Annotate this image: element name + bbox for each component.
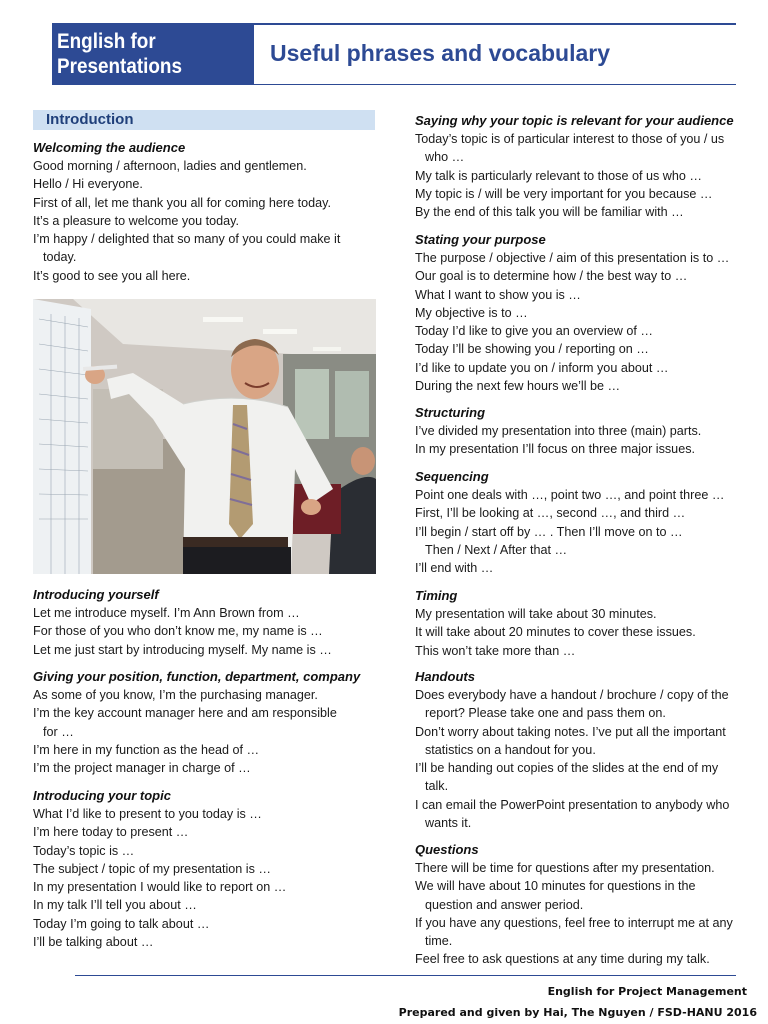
phrase-line: Good morning / afternoon, ladies and gentlemen. (33, 159, 307, 173)
phrase-line: My presentation will take about 30 minutes. (415, 607, 657, 621)
introduction-label: Introduction (46, 111, 134, 128)
phrase-line: I’m happy / delighted that so many of you could make it (33, 232, 341, 247)
phrase-line: Let me just start by introducing myself. My name is … (33, 642, 332, 657)
section-handouts (415, 668, 765, 832)
phrase-line: By the end of this talk you will be familiar with … (415, 205, 684, 220)
section-heading: Structuring (415, 405, 486, 420)
phrase-line: Point one deals with …, point two …, and point three … (415, 488, 725, 502)
phrase-line: In my presentation I’ll focus on three major issues. (415, 442, 695, 457)
section-structuring (415, 404, 765, 459)
phrase-line: What I’d like to present to you today is … (33, 807, 262, 821)
section-heading: Sequencing (415, 469, 489, 484)
phrase-line: My talk is particularly relevant to those of us who … (415, 168, 702, 183)
phrase-line: We will have about 10 minutes for questions in the (415, 879, 696, 894)
phrase-line: What I want to show you is … (415, 287, 581, 302)
phrase-line: The purpose / objective / aim of this presentation is to … (415, 251, 730, 265)
section-heading: Timing (415, 588, 458, 603)
phrase-line: My objective is to … (415, 305, 528, 320)
header-label-box (52, 25, 254, 85)
phrase-line: statistics on a handout for you. (425, 742, 596, 757)
presenter-photo (33, 299, 376, 574)
phrase-line: For those of you who don’t know me, my name is … (33, 624, 323, 639)
footer-course-title: English for Project Management (547, 985, 747, 998)
phrase-line: Let me introduce myself. I’m Ann Brown from … (33, 606, 300, 620)
phrase-line: today. (43, 250, 77, 265)
phrase-line: Don’t worry about taking notes. I’ve put all the important (415, 724, 726, 739)
section-introducing-yourself (33, 586, 378, 659)
section-sequencing (415, 468, 765, 577)
section-heading: Stating your purpose (415, 232, 546, 247)
phrase-line: Today I’ll be showing you / reporting on … (415, 342, 649, 357)
phrase-line: talk. (425, 779, 449, 794)
phrase-line: In my talk I’ll tell you about … (33, 898, 197, 913)
section-position (33, 668, 378, 777)
phrase-line: Then / Next / After that … (425, 542, 568, 557)
phrase-line: I’ll end with … (415, 561, 494, 576)
footer-credit: Prepared and given by Hai, The Nguyen / FSD-HANU 2016 (398, 1006, 757, 1019)
phrase-line: Our goal is to determine how / the best way to … (415, 269, 688, 284)
phrase-line: wants it. (425, 816, 472, 831)
phrase-line: As some of you know, I’m the purchasing manager. (33, 688, 318, 702)
phrase-line: In my presentation I would like to report on … (33, 880, 287, 895)
section-heading: Introducing your topic (33, 788, 171, 803)
phrase-line: Today’s topic is of particular interest to those of you / us (415, 132, 725, 146)
phrase-line: question and answer period. (425, 897, 584, 912)
phrase-line: I’m the project manager in charge of … (33, 761, 251, 776)
section-heading: Introducing yourself (33, 587, 159, 602)
phrase-line: This won’t take more than … (415, 643, 576, 658)
phrase-line: The subject / topic of my presentation is … (33, 861, 271, 876)
phrase-line: for … (43, 724, 74, 739)
phrase-line: First of all, let me thank you all for coming here today. (33, 195, 331, 210)
section-welcoming (33, 139, 378, 285)
section-heading: Saying why your topic is relevant for your audience (415, 113, 734, 128)
section-heading: Handouts (415, 669, 475, 684)
section-heading: Giving your position, function, department, company (33, 669, 361, 684)
presenter-illustration (33, 299, 376, 574)
header-bottom-rule (254, 84, 736, 85)
phrase-line: It’s good to see you all here. (33, 268, 191, 283)
phrase-line: I’m the key account manager here and am responsible (33, 706, 337, 721)
phrase-line: Hello / Hi everyone. (33, 177, 143, 192)
phrase-line: Today I’m going to talk about … (33, 916, 210, 931)
page-title: Useful phrases and vocabulary (270, 40, 611, 66)
phrase-line: time. (425, 934, 453, 949)
phrase-line: It will take about 20 minutes to cover these issues. (415, 625, 696, 640)
phrase-line: It’s a pleasure to welcome you today. (33, 213, 240, 228)
section-heading: Welcoming the audience (33, 140, 186, 155)
section-introducing-topic (33, 787, 378, 951)
section-questions (415, 841, 765, 969)
phrase-line: There will be time for questions after my presentation. (415, 861, 715, 875)
phrase-line: My topic is / will be very important for you because … (415, 186, 713, 201)
phrase-line: I’d like to update you on / inform you about … (415, 360, 669, 375)
introduction-bar (33, 110, 375, 130)
phrase-line: If you have any questions, feel free to interrupt me at any (415, 915, 733, 930)
section-relevant (415, 112, 765, 221)
footer-rule (75, 975, 736, 976)
header-label-line2: Presentations (57, 55, 183, 78)
phrase-line: I’ve divided my presentation into three (main) parts. (415, 424, 702, 438)
phrase-line: Feel free to ask questions at any time during my talk. (415, 952, 710, 967)
phrase-line: I’ll begin / start off by … . Then I’ll move on to … (415, 524, 683, 539)
phrase-line: I’m here today to present … (33, 825, 189, 840)
section-timing (415, 587, 765, 660)
phrase-line: report? Please take one and pass them on. (425, 706, 666, 721)
phrase-line: Today’s topic is … (33, 843, 135, 858)
phrase-line: First, I’ll be looking at …, second …, and third … (415, 506, 686, 521)
section-purpose (415, 231, 765, 395)
phrase-line: I’ll be handing out copies of the slides at the end of my (415, 761, 719, 776)
phrase-line: I can email the PowerPoint presentation to anybody who (415, 797, 730, 812)
phrase-line: Does everybody have a handout / brochure / copy of the (415, 688, 729, 702)
phrase-line: I’m here in my function as the head of … (33, 742, 260, 757)
phrase-line: I’ll be talking about … (33, 935, 154, 950)
section-heading: Questions (415, 842, 479, 857)
header-label-line1: English for (57, 30, 156, 53)
phrase-line: who … (425, 150, 465, 165)
phrase-line: Today I’d like to give you an overview of … (415, 324, 654, 339)
phrase-line: During the next few hours we’ll be … (415, 379, 621, 394)
